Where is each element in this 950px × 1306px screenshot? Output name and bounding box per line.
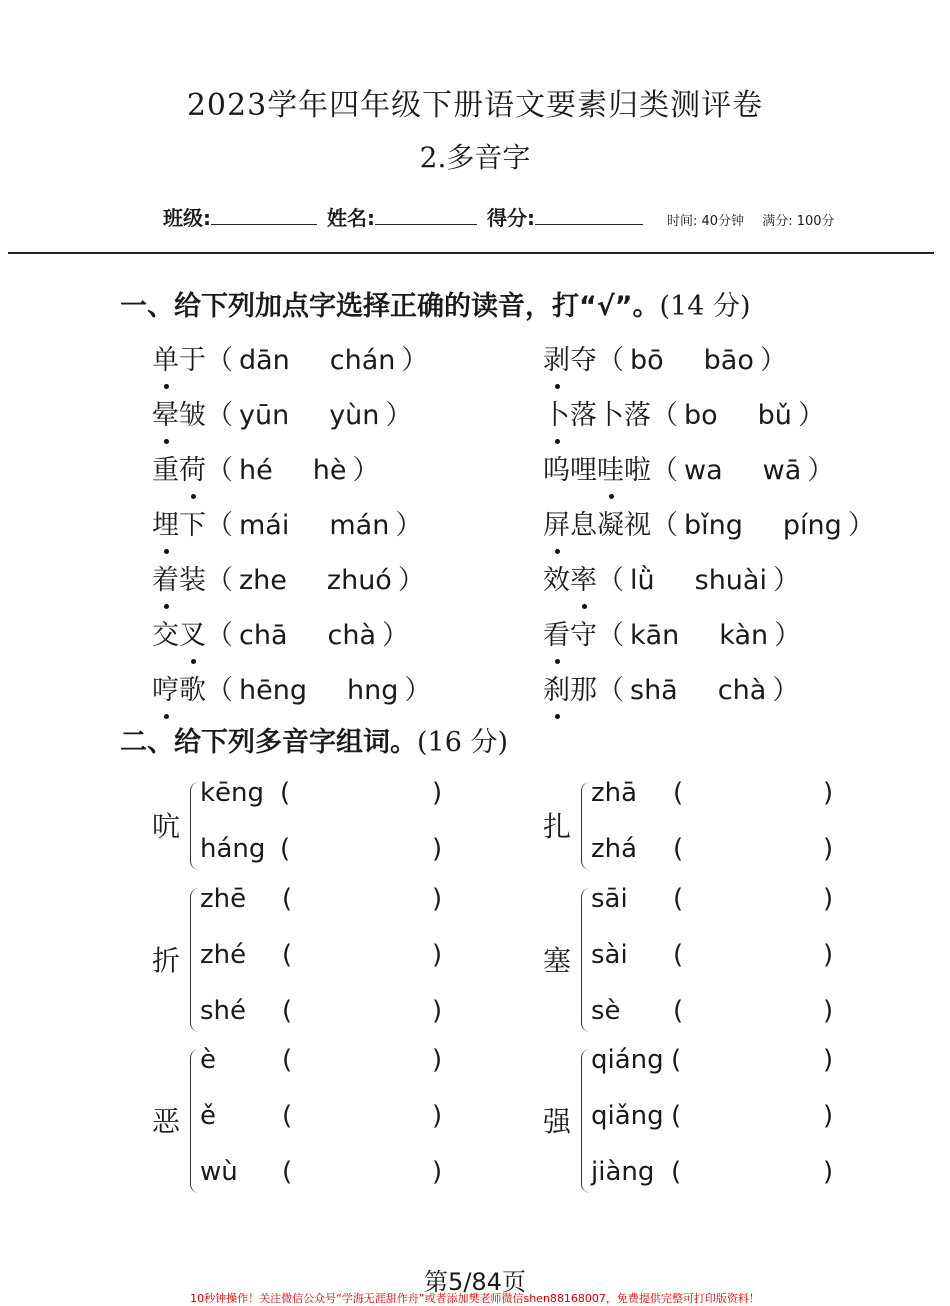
- reading-item: [543, 668, 799, 707]
- answer-blank[interactable]: [297, 1157, 427, 1189]
- item-word: [543, 345, 597, 376]
- page-number: 第5/84页: [424, 1268, 526, 1296]
- open-paren: （: [206, 510, 233, 541]
- header-divider: [8, 252, 934, 254]
- dotted-char: 埋: [152, 503, 179, 542]
- polyphone-char: 强: [543, 1105, 572, 1138]
- close-paren: ）: [772, 565, 800, 596]
- close-paren: ）: [847, 510, 875, 541]
- answer-blank[interactable]: [688, 996, 818, 1028]
- item-word: [152, 620, 206, 651]
- dotted-char: 叉: [179, 613, 206, 652]
- section1-score: (14 分): [659, 291, 751, 322]
- dotted-char: 看: [543, 613, 570, 652]
- pinyin-option-a[interactable]: hé: [239, 455, 273, 486]
- section1-heading: [120, 284, 751, 323]
- pinyin-option-b[interactable]: chà: [717, 675, 767, 706]
- pinyin-option-b[interactable]: hè: [312, 455, 347, 486]
- item-word: [543, 620, 597, 651]
- item-word: [543, 510, 651, 541]
- close-paren: ）: [382, 620, 410, 651]
- reading-item: [152, 448, 379, 487]
- pinyin-option-b[interactable]: mán: [329, 510, 390, 541]
- pinyin-option-b[interactable]: píng: [782, 510, 842, 541]
- dotted-char: 晕: [152, 393, 179, 432]
- student-info-row: [163, 202, 849, 231]
- reading-pinyin: kēng: [200, 778, 265, 808]
- score-label: 得分:: [487, 206, 535, 230]
- answer-close-paren: ): [432, 778, 443, 808]
- item-word: [543, 565, 597, 596]
- word-char: 装: [179, 565, 206, 596]
- answer-blank[interactable]: [297, 1045, 427, 1077]
- close-paren: ）: [774, 620, 802, 651]
- reading-item: [543, 613, 801, 652]
- reading-item: [152, 668, 431, 707]
- polyphone-char: 扎: [543, 810, 572, 843]
- word-char: 皱: [179, 400, 206, 431]
- answer-open-paren: (: [280, 834, 291, 864]
- brace: [190, 1049, 199, 1193]
- answer-open-paren: (: [282, 940, 293, 970]
- word-char: 于: [179, 345, 206, 376]
- pinyin-option-a[interactable]: kān: [630, 620, 680, 651]
- score-blank[interactable]: [535, 206, 643, 225]
- pinyin-option-b[interactable]: hng: [346, 675, 399, 706]
- close-paren: ）: [401, 345, 429, 376]
- item-word: [152, 510, 206, 541]
- class-label: 班级:: [163, 206, 211, 230]
- answer-open-paren: (: [673, 778, 684, 808]
- open-paren: （: [597, 620, 624, 651]
- full-score: 满分: 100分: [762, 214, 835, 229]
- page-subtitle: 2.多音字: [419, 141, 531, 174]
- answer-blank[interactable]: [688, 1157, 818, 1189]
- answer-blank[interactable]: [688, 884, 818, 916]
- pinyin-option-a[interactable]: lǜ: [630, 565, 655, 596]
- answer-open-paren: (: [673, 884, 684, 914]
- answer-close-paren: ): [823, 834, 834, 864]
- brace: [581, 1049, 590, 1193]
- answer-open-paren: (: [280, 778, 291, 808]
- close-paren: ）: [797, 400, 825, 431]
- word-char: 夺: [570, 345, 597, 376]
- item-word: [152, 345, 206, 376]
- footer-notice: 10秒钟操作！关注微信公众号“学海无涯甜作舟”或者添加樊老师微信shen88168007，免费提供完整可打印版资料！: [190, 1292, 760, 1305]
- open-paren: （: [206, 345, 233, 376]
- reading-item: [152, 613, 409, 652]
- answer-open-paren: (: [673, 834, 684, 864]
- reading-item: [543, 393, 825, 432]
- exam-meta: [667, 210, 849, 229]
- answer-open-paren: (: [282, 996, 293, 1026]
- item-word: [543, 400, 651, 431]
- word-char: 守: [570, 620, 597, 651]
- word-char: 那: [570, 675, 597, 706]
- name-blank[interactable]: [375, 206, 477, 225]
- word-char: 效: [543, 565, 570, 596]
- dotted-char: 单: [152, 338, 179, 377]
- open-paren: （: [206, 675, 233, 706]
- answer-open-paren: (: [282, 1045, 293, 1075]
- answer-open-paren: (: [671, 1157, 682, 1187]
- answer-open-paren: (: [282, 884, 293, 914]
- brace: [190, 782, 199, 870]
- close-paren: ）: [772, 675, 800, 706]
- open-paren: （: [206, 455, 233, 486]
- reading-item: [543, 503, 875, 542]
- answer-open-paren: (: [282, 1157, 293, 1187]
- pinyin-option-a[interactable]: wa: [684, 455, 723, 486]
- polyphone-char: 塞: [543, 944, 572, 977]
- word-char: 息: [570, 510, 597, 541]
- pinyin-option-b[interactable]: yùn: [329, 400, 380, 431]
- page-title: 2023学年四年级下册语文要素归类测评卷: [186, 88, 764, 123]
- reading-item: [543, 558, 800, 597]
- answer-blank[interactable]: [688, 940, 818, 972]
- word-char: 凝: [597, 510, 624, 541]
- answer-open-paren: (: [671, 1101, 682, 1131]
- reading-pinyin: qiǎng: [591, 1101, 664, 1131]
- open-paren: （: [651, 510, 678, 541]
- answer-close-paren: ): [432, 1045, 443, 1075]
- answer-blank[interactable]: [688, 1101, 818, 1133]
- pinyin-option-a[interactable]: bo: [684, 400, 718, 431]
- polyphone-char: 折: [152, 944, 181, 977]
- close-paren: ）: [404, 675, 432, 706]
- brace: [190, 888, 199, 1032]
- item-word: [152, 455, 206, 486]
- open-paren: （: [597, 565, 624, 596]
- word-char: 哩: [570, 455, 597, 486]
- answer-open-paren: (: [673, 940, 684, 970]
- word-char: 落: [624, 400, 651, 431]
- open-paren: （: [651, 400, 678, 431]
- pinyin-option-b[interactable]: bāo: [703, 345, 754, 376]
- close-paren: ）: [395, 510, 423, 541]
- answer-blank[interactable]: [297, 1101, 427, 1133]
- answer-open-paren: (: [671, 1045, 682, 1075]
- answer-blank[interactable]: [297, 778, 427, 810]
- section2-score: (16 分): [417, 727, 509, 758]
- item-word: [152, 565, 206, 596]
- reading-pinyin: jiàng: [591, 1157, 655, 1187]
- polyphone-char: 恶: [152, 1105, 181, 1138]
- answer-blank[interactable]: [297, 834, 427, 866]
- dotted-char: 荷: [179, 448, 206, 487]
- time-limit: 时间: 40分钟: [667, 214, 745, 229]
- open-paren: （: [597, 675, 624, 706]
- answer-close-paren: ): [432, 940, 443, 970]
- answer-blank[interactable]: [297, 940, 427, 972]
- reading-pinyin: sè: [591, 996, 621, 1026]
- reading-pinyin: zhā: [591, 778, 638, 808]
- dotted-char: 哼: [152, 668, 179, 707]
- pinyin-option-a[interactable]: bǐng: [684, 510, 743, 541]
- section1-title: 一、给下列加点字选择正确的读音，打“√”。: [120, 291, 660, 322]
- pinyin-option-b[interactable]: shuài: [694, 565, 767, 596]
- word-char: 卜: [597, 400, 624, 431]
- pinyin-option-b[interactable]: bǔ: [757, 400, 792, 431]
- dotted-char: 刹: [543, 668, 570, 707]
- reading-item: [152, 393, 412, 432]
- item-word: [152, 675, 206, 706]
- word-char: 交: [152, 620, 179, 651]
- reading-item: [152, 503, 422, 542]
- reading-item: [543, 338, 787, 377]
- answer-close-paren: ): [432, 996, 443, 1026]
- class-blank[interactable]: [211, 206, 317, 225]
- answer-blank[interactable]: [297, 996, 427, 1028]
- pinyin-option-a[interactable]: mái: [239, 510, 290, 541]
- reading-pinyin: qiáng: [591, 1045, 664, 1075]
- answer-blank[interactable]: [297, 884, 427, 916]
- open-paren: （: [206, 400, 233, 431]
- dotted-char: 着: [152, 558, 179, 597]
- reading-pinyin: sài: [591, 940, 628, 970]
- dotted-char: 卜: [543, 393, 570, 432]
- dotted-char: 哇: [597, 448, 624, 487]
- pinyin-option-a[interactable]: shā: [630, 675, 678, 706]
- pinyin-option-a[interactable]: yūn: [239, 400, 290, 431]
- pinyin-option-b[interactable]: zhuó: [326, 565, 392, 596]
- reading-item: [543, 448, 834, 487]
- answer-blank[interactable]: [688, 834, 818, 866]
- answer-close-paren: ): [823, 884, 834, 914]
- close-paren: ）: [352, 455, 380, 486]
- answer-close-paren: ): [823, 996, 834, 1026]
- polyphone-char: 吭: [152, 810, 181, 843]
- answer-close-paren: ): [823, 1045, 834, 1075]
- reading-pinyin: shé: [200, 996, 247, 1026]
- pinyin-option-a[interactable]: chā: [239, 620, 288, 651]
- answer-open-paren: (: [282, 1101, 293, 1131]
- answer-close-paren: ): [823, 1101, 834, 1131]
- answer-close-paren: ): [823, 778, 834, 808]
- word-char: 落: [570, 400, 597, 431]
- answer-close-paren: ): [823, 1157, 834, 1187]
- close-paren: ）: [385, 400, 413, 431]
- pinyin-option-b[interactable]: chán: [329, 345, 396, 376]
- word-char: 重: [152, 455, 179, 486]
- word-char: 视: [624, 510, 651, 541]
- dotted-char: 屏: [543, 503, 570, 542]
- answer-blank[interactable]: [688, 1045, 818, 1077]
- pinyin-option-b[interactable]: wā: [762, 455, 802, 486]
- reading-pinyin: zhá: [591, 834, 638, 864]
- pinyin-option-a[interactable]: bō: [630, 345, 664, 376]
- brace: [581, 888, 590, 1032]
- item-word: [543, 455, 651, 486]
- reading-item: [152, 558, 425, 597]
- pinyin-option-b[interactable]: kàn: [719, 620, 769, 651]
- answer-open-paren: (: [673, 996, 684, 1026]
- brace: [581, 782, 590, 870]
- item-word: [152, 400, 206, 431]
- pinyin-option-a[interactable]: hēng: [239, 675, 307, 706]
- answer-close-paren: ): [432, 884, 443, 914]
- close-paren: ）: [759, 345, 787, 376]
- reading-pinyin: ě: [200, 1101, 216, 1131]
- close-paren: ）: [397, 565, 425, 596]
- dotted-char: 剥: [543, 338, 570, 377]
- open-paren: （: [597, 345, 624, 376]
- answer-close-paren: ): [432, 1101, 443, 1131]
- word-char: 歌: [179, 675, 206, 706]
- close-paren: ）: [807, 455, 835, 486]
- pinyin-option-a[interactable]: zhe: [239, 565, 287, 596]
- word-char: 呜: [543, 455, 570, 486]
- answer-blank[interactable]: [688, 778, 818, 810]
- dotted-char: 率: [570, 558, 597, 597]
- pinyin-option-b[interactable]: chà: [327, 620, 377, 651]
- item-word: [543, 675, 597, 706]
- answer-close-paren: ): [432, 1157, 443, 1187]
- section2-heading: [120, 720, 508, 759]
- reading-pinyin: zhé: [200, 940, 247, 970]
- reading-item: [152, 338, 428, 377]
- reading-pinyin: háng: [200, 834, 266, 864]
- pinyin-option-a[interactable]: dān: [239, 345, 290, 376]
- word-char: 啦: [624, 455, 651, 486]
- reading-pinyin: sāi: [591, 884, 628, 914]
- word-char: 下: [179, 510, 206, 541]
- answer-close-paren: ): [823, 940, 834, 970]
- answer-close-paren: ): [432, 834, 443, 864]
- reading-pinyin: è: [200, 1045, 216, 1075]
- open-paren: （: [651, 455, 678, 486]
- open-paren: （: [206, 620, 233, 651]
- section2-title: 二、给下列多音字组词。: [120, 727, 417, 758]
- reading-pinyin: zhē: [200, 884, 247, 914]
- open-paren: （: [206, 565, 233, 596]
- reading-pinyin: wù: [200, 1157, 238, 1187]
- name-label: 姓名:: [327, 206, 375, 230]
